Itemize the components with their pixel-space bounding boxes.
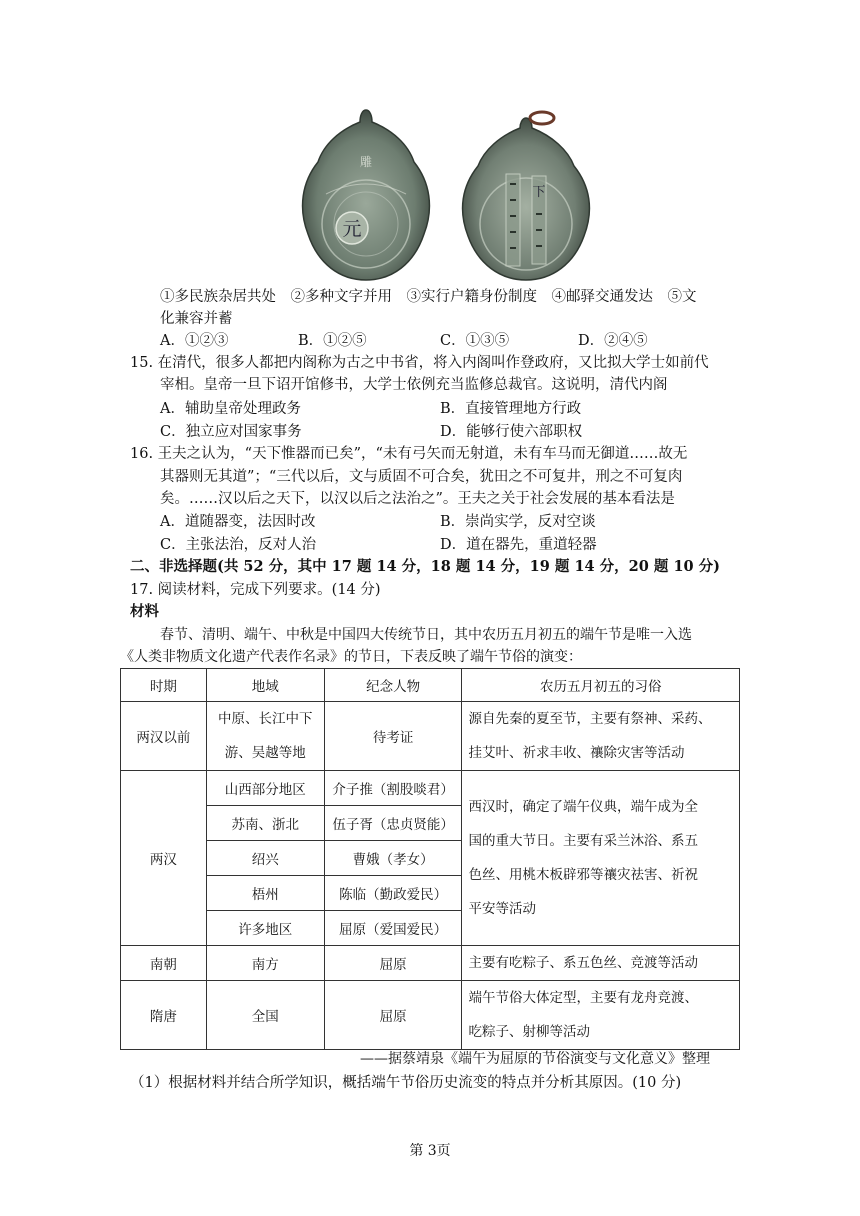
q14-items-line2: 化兼容并蓄: [160, 311, 233, 327]
q15-stem-line1: 15. 在清代，很多人都把内阁称为古之中书省，将入内阁叫作登政府，又比拟大学士如前代: [130, 355, 709, 371]
q14-items-line1: ①多民族杂居共处 ②多种文字并用 ③实行户籍身份制度 ④邮驿交通发达 ⑤文: [160, 289, 697, 305]
table-row: [121, 771, 740, 806]
material-label: 材料: [130, 603, 159, 620]
row1-region-line1: 中原、长江中下: [218, 711, 313, 727]
row2-person-3: 曹娥（孝女）: [324, 841, 462, 876]
medallion-front-top-char: 雕: [359, 155, 373, 169]
header-region: 地域: [206, 669, 324, 702]
q16-option-c[interactable]: C．主张法治，反对人治: [160, 537, 317, 553]
row2-custom-line4: 平安等活动: [468, 901, 536, 917]
table-header-row: [121, 669, 740, 702]
row4-custom: [462, 981, 740, 1050]
row1-custom-line2: 挂艾叶、祈求丰收、禳除灾害等活动: [468, 745, 685, 761]
q15-option-d[interactable]: D．能够行使六部职权: [440, 424, 583, 440]
row2-custom-line3: 色丝、用桃木板辟邪等禳灾祛害、祈祝: [468, 867, 698, 883]
q16-stem-line1: 16. 王夫之认为，“天下惟器而已矣”，“未有弓矢而无射道，未有车马而无御道……故无: [130, 446, 688, 462]
page-number: 第 3页: [409, 1143, 451, 1159]
row3-custom: 主要有吃粽子、系五色丝、竞渡等活动: [462, 946, 740, 981]
medallion-back-char: 下: [532, 185, 546, 200]
row2-region-4: 梧州: [206, 876, 324, 911]
row2-person-1: 介子推（割股啖君）: [324, 771, 462, 806]
row2-region-2: 苏南、浙北: [206, 806, 324, 841]
row3-period: 南朝: [121, 946, 207, 981]
header-custom: 农历五月初五的习俗: [462, 669, 740, 702]
q14-option-a[interactable]: A．①②③: [160, 333, 229, 349]
q16-option-a[interactable]: A．道随器变，法因时改: [160, 514, 316, 530]
row1-person: 待考证: [324, 702, 462, 771]
row2-custom: [462, 771, 740, 946]
q14-option-c[interactable]: C．①③⑤: [440, 333, 510, 349]
row4-custom-line1: 端午节俗大体定型，主要有龙舟竞渡、: [468, 990, 698, 1006]
table-row: [121, 946, 740, 981]
q16-stem-line3: 矣。……汉以后之天下，以汉以后之法治之”。王夫之关于社会发展的基本看法是: [160, 491, 675, 507]
header-person: 纪念人物: [324, 669, 462, 702]
q16-stem-line2: 其器则无其道”；“三代以后，文与质固不可合矣，犹田之不可复井，刑之不可复肉: [160, 469, 683, 485]
medallion-back-image: [456, 104, 596, 284]
row1-region-line2: 游、吴越等地: [224, 745, 306, 761]
section2-heading: 二、非选择题(共 52 分，其中 17 题 14 分，18 题 14 分，19 题 14 分，20 题 10 分): [130, 558, 721, 575]
q15-stem-line2: 宰相。皇帝一旦下诏开馆修书，大学士依例充当监修总裁官。这说明，清代内阁: [160, 377, 668, 393]
row2-region-1: 山西部分地区: [206, 771, 324, 806]
q16-option-d[interactable]: D．道在器先，重道轻器: [440, 537, 597, 553]
table-row: [121, 981, 740, 1050]
q16-option-b[interactable]: B．崇尚实学，反对空谈: [440, 514, 596, 530]
row2-person-5: 屈原（爱国爱民）: [324, 911, 462, 946]
medallion-front-char: 元: [342, 218, 362, 240]
row2-person-4: 陈临（勤政爱民）: [324, 876, 462, 911]
row2-custom-line2: 国的重大节日。主要有采兰沐浴、系五: [468, 833, 698, 849]
medallion-front-image: [296, 104, 436, 284]
q15-option-c[interactable]: C．独立应对国家事务: [160, 424, 302, 440]
q15-option-a[interactable]: A．辅助皇帝处理政务: [160, 401, 301, 417]
q15-option-b[interactable]: B．直接管理地方行政: [440, 401, 582, 417]
q17-intro: 17. 阅读材料，完成下列要求。(14 分): [130, 582, 381, 598]
material-para-line1: 春节、清明、端午、中秋是中国四大传统节日，其中农历五月初五的端午节是唯一入选: [160, 627, 692, 643]
q14-option-b[interactable]: B．①②⑤: [298, 333, 367, 349]
row4-custom-line2: 吃粽子、射柳等活动: [468, 1024, 590, 1040]
row3-region: 南方: [206, 946, 324, 981]
row2-person-2: 伍子胥（忠贞贤能）: [324, 806, 462, 841]
row2-period: 两汉: [121, 771, 207, 946]
row2-custom-line1: 西汉时，确定了端午仪典，端午成为全: [468, 799, 698, 815]
row4-person: 屈原: [324, 981, 462, 1050]
row1-region: [206, 702, 324, 771]
row3-person: 屈原: [324, 946, 462, 981]
row4-region: 全国: [206, 981, 324, 1050]
row2-region-5: 许多地区: [206, 911, 324, 946]
row1-custom-line1: 源自先秦的夏至节，主要有祭神、采药、: [468, 711, 712, 727]
q17-sub1: （1）根据材料并结合所学知识，概括端午节俗历史流变的特点并分析其原因。(10 分): [130, 1075, 682, 1091]
medallion-images: [296, 104, 596, 284]
row2-region-3: 绍兴: [206, 841, 324, 876]
row1-custom: [462, 702, 740, 771]
q14-option-d[interactable]: D．②④⑤: [578, 333, 648, 349]
header-period: 时期: [121, 669, 207, 702]
table-source: ——据蔡靖泉《端午为屈原的节俗演变与文化意义》整理: [360, 1051, 710, 1067]
table-row: [121, 702, 740, 771]
row4-period: 隋唐: [121, 981, 207, 1050]
row1-period: 两汉以前: [121, 702, 207, 771]
material-para-line2: 《人类非物质文化遗产代表作名录》的节日，下表反映了端午节俗的演变：: [120, 649, 582, 665]
dragon-boat-customs-table: [120, 668, 740, 1050]
